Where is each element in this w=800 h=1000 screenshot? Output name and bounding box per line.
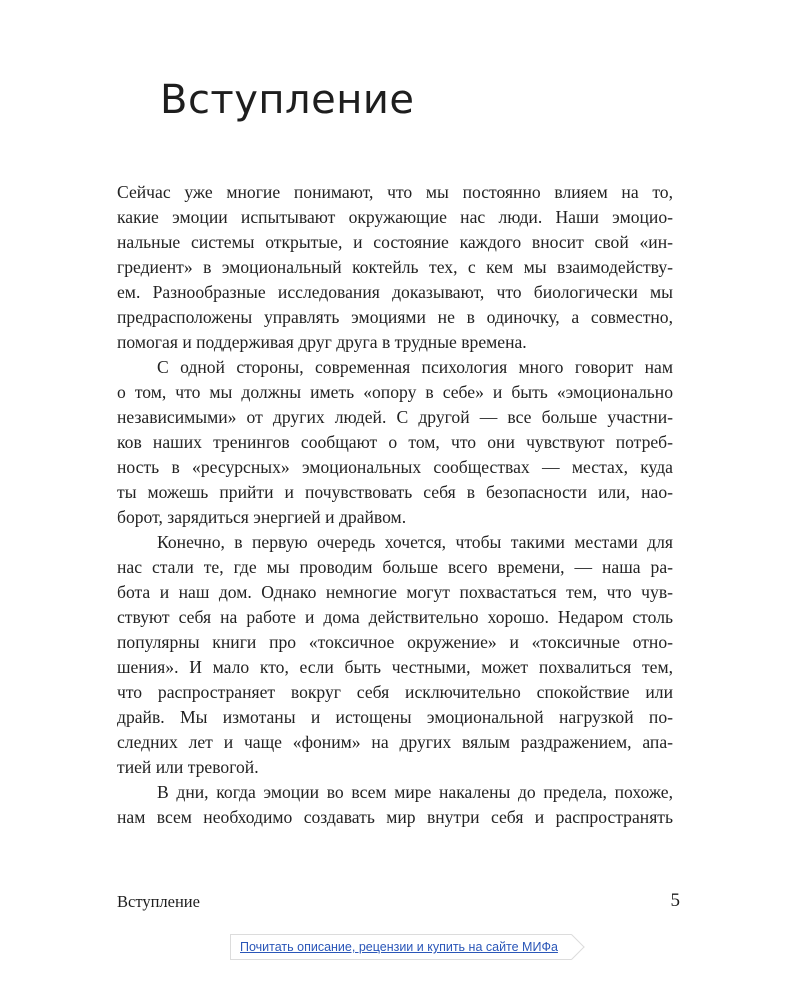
text-line: тией или тревогой.	[117, 757, 259, 777]
text-line: Сейчас уже многие понимают, что мы постоянно влияем на то,	[117, 182, 673, 202]
text-line: Конечно, в первую очередь хочется, чтобы такими местами для	[157, 532, 673, 552]
text-line: что распространяет вокруг себя исключительно спокойствие или	[117, 682, 673, 702]
text-line: популярны книги про «токсичное окружение» и «токсичные отно-	[117, 632, 673, 652]
text-line: помогая и поддерживая друг друга в трудные времена.	[117, 332, 527, 352]
running-footer-title: Вступление	[117, 892, 200, 911]
text-line: ков наших тренингов сообщают о том, что они чувствуют потреб-	[117, 432, 673, 452]
text-line: нас стали те, где мы проводим больше всего времени, — наша ра-	[117, 557, 673, 577]
text-line: борот, зарядиться энергией и драйвом.	[117, 507, 407, 527]
text-line: независимыми» от других людей. С другой — все больше участни-	[117, 407, 673, 427]
text-line: драйв. Мы измотаны и истощены эмоциональной нагрузкой по-	[117, 707, 673, 727]
text-line: ем. Разнообразные исследования доказывают, что биологически мы	[117, 282, 673, 302]
text-line: следних лет и чаще «фоним» на других вялым раздражением, апа-	[117, 732, 673, 752]
text-line: нальные системы открытые, и состояние каждого вносит свой «ин-	[117, 232, 673, 252]
text-line: ность в «ресурсных» эмоциональных сообществах — местах, куда	[117, 457, 673, 477]
text-line: гредиент» в эмоциональный коктейль тех, с кем мы взаимодейству-	[117, 257, 673, 277]
text-line: С одной стороны, современная психология много говорит нам	[157, 357, 673, 377]
text-line: какие эмоции испытывают окружающие нас люди. Наши эмоцио-	[117, 207, 673, 227]
text-line: ты можешь прийти и почувствовать себя в безопасности или, нао-	[117, 482, 673, 502]
text-line: В дни, когда эмоции во всем мире накалены до предела, похоже,	[157, 782, 673, 802]
text-line: шения». И мало кто, если быть честными, может похвалиться тем,	[117, 657, 673, 677]
page-number: 5	[670, 890, 680, 911]
body-text	[117, 180, 673, 830]
text-line: предрасположены управлять эмоциями не в одиночку, а совместно,	[117, 307, 673, 327]
text-line: бота и наш дом. Однако немногие могут похвастаться тем, что чув-	[117, 582, 673, 602]
text-line: о том, что мы должны иметь «опору в себе» и быть «эмоционально	[117, 382, 673, 402]
text-line: нам всем необходимо создавать мир внутри себя и распространять	[117, 807, 673, 827]
arrow-tab-shape	[559, 934, 584, 959]
page-title: Вступление	[160, 77, 415, 123]
buy-book-link[interactable]	[230, 934, 572, 960]
text-line: ствуют себя на работе и дома действительно хорошо. Недаром столь	[117, 607, 673, 627]
buy-book-link-label: Почитать описание, рецензии и купить на сайте МИФа	[240, 940, 558, 954]
